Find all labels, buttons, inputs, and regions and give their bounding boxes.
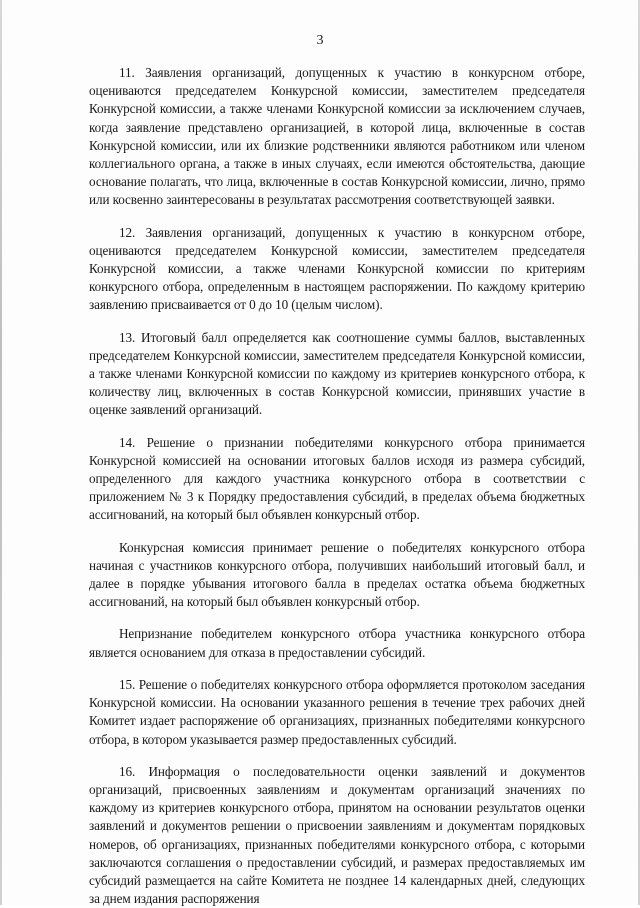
paragraph-15: 15. Решение о победителях конкурсного отбора оформляется протоколом заседания Конкурсной комиссии. На основании указанного решения в течение трех рабочих дней Комитет издает распоряжение об организациях, признанных победителями конкурсного отбора, в котором указывается размер предоставленных субсидий. [89,676,585,747]
paragraph-13: 13. Итоговый балл определяется как соотношение суммы баллов, выставленных председателем Конкурсной комиссии, заместителем председателя Конкурсной комиссии, а также членами Конкурсной комиссии по каждому из критериев конкурсного отбора, к количеству лиц, включенных в состав Конкурсной комиссии, принявших участие в оценке заявлений организаций. [89,329,585,418]
paragraph-14: 14. Решение о признании победителями конкурсного отбора принимается Конкурсной комиссией на основании итоговых баллов исходя из размера субсидий, определенного для каждого участника конкурсного отбора в соответствии с приложением № 3 к Порядку предоставления субсидий, в пределах объема бюджетных ассигнований, на который был объявлен конкурсный отбор. [89,434,585,523]
paragraph-12: 12. Заявления организаций, допущенных к участию в конкурсном отборе, оцениваются председателем Конкурсной комиссии, заместителем председателя Конкурсной комиссии, а также членами Конкурсной комиссии по критериям конкурсного отбора, определенным в настоящем распоряжении. По каждому критерию заявлению присваивается от 0 до 10 (целым числом). [89,224,585,313]
paragraph-16: 16. Информация о последовательности оценки заявлений и документов организаций, присвоенных заявлениям и документам организаций значениях по каждому из критериев конкурсного отбора, принятом на основании результатов оценки заявлений и документов решении о присвоении заявлениям и документам порядковых номеров, об организациях, признанных победителями конкурсного отбора, с которыми заключаются соглашения о предоставлении субсидий, и размерах предоставляемых им субсидий размещается на сайте Комитета не позднее 14 календарных дней, следующих за днем издания распоряжения [89,763,585,907]
paragraph-14-continued: Конкурсная комиссия принимает решение о победителях конкурсного отбора начиная с участников конкурсного отбора, получивших наибольший итоговый балл, и далее в порядке убывания итогового балла в пределах остатка объема бюджетных ассигнований, на который был объявлен конкурсный отбор. [89,539,585,610]
scan-edge-left [0,0,2,905]
paragraph-14-refusal: Непризнание победителем конкурсного отбора участника конкурсного отбора является основанием для отказа в предоставлении субсидий. [89,626,585,660]
document-body [89,64,585,908]
page-number: 3 [316,33,324,48]
paragraph-11: 11. Заявления организаций, допущенных к участию в конкурсном отборе, оцениваются председателем Конкурсной комиссии, заместителем председателя Конкурсной комиссии, а также членами Конкурсной комиссии за исключением случаев, когда заявление представлено организацией, в которой лица, включенные в состав Конкурсной комиссии, или их близкие родственники являются работником или членом коллегиального органа, а также в иных случаях, если имеются обстоятельства, дающие основание полагать, что лица, включенные в состав Конкурсной комиссии, лично, прямо или косвенно заинтересованы в результатах рассмотрения соответствующей заявки. [89,65,585,208]
